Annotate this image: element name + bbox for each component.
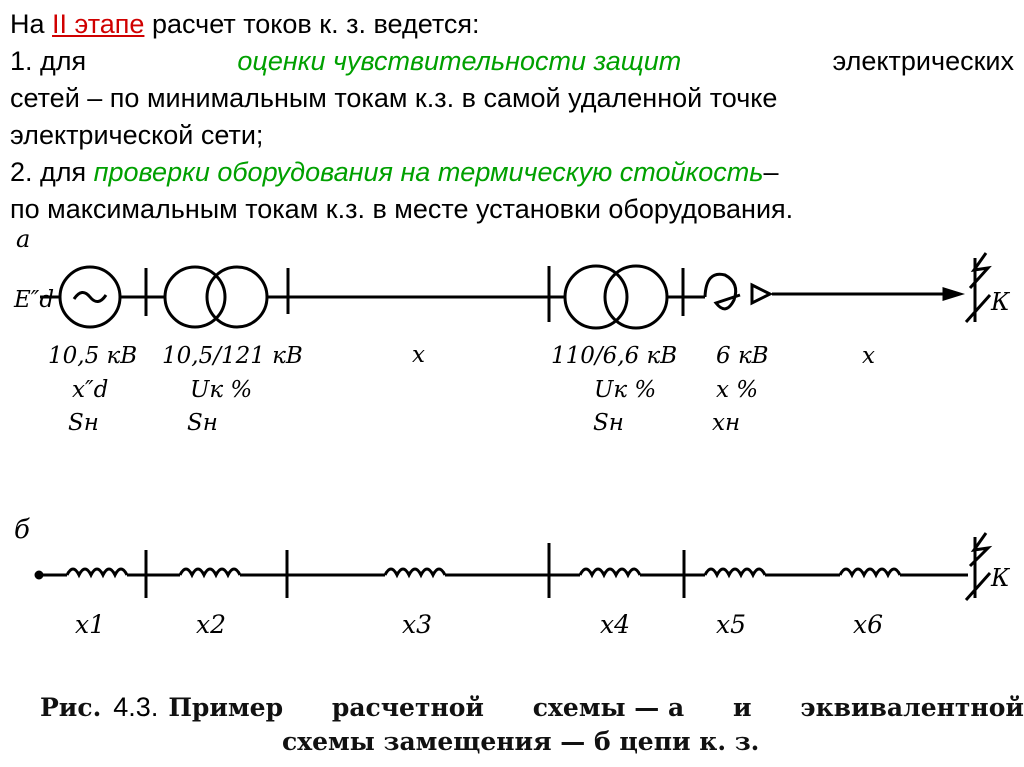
text-line-1 xyxy=(10,6,1014,43)
source-emf-label: E″d xyxy=(14,287,55,313)
caption-word: и xyxy=(733,693,752,722)
diagram-a-params xyxy=(48,342,875,436)
fault-symbol-a xyxy=(944,253,990,322)
caption-word: эквивалентной xyxy=(800,693,1024,722)
line-param-x: x xyxy=(412,342,425,368)
text-line-3: сетей – по минимальным токам к.з. в самой удаленной точке xyxy=(10,83,778,113)
item-number: 1. для xyxy=(10,46,87,76)
x2-label: x2 xyxy=(196,610,227,639)
main-text xyxy=(10,6,1014,228)
t2-voltage: 110/6,6 кВ xyxy=(551,343,678,369)
text-line-5 xyxy=(10,154,1014,191)
generator-symbol xyxy=(60,267,120,327)
text-segment: На xyxy=(10,9,53,39)
fault-point-b-label: К xyxy=(991,564,1010,592)
diagram-b-params xyxy=(75,610,883,639)
caption-line-2: схемы замещения — б цепи к. з. xyxy=(282,727,760,756)
generator-voltage: 10,5 кВ xyxy=(48,343,138,369)
caption-word: расчетной xyxy=(331,693,484,722)
x4-label: x4 xyxy=(600,610,631,639)
text-segment: электрических xyxy=(832,46,1014,76)
diagram-b-label: б xyxy=(14,515,30,545)
fault-symbol-b xyxy=(966,533,990,600)
highlight-thermal: проверки оборудования на термическую стойкость xyxy=(93,157,764,187)
x6-label: x6 xyxy=(853,610,884,639)
stage-link[interactable]: II этапе xyxy=(52,9,145,39)
x5-label: x5 xyxy=(716,610,747,639)
text-segment: – xyxy=(763,157,779,187)
diagram-a-lines xyxy=(40,294,945,297)
caption-prefix: Рис. xyxy=(40,693,102,722)
t2-param-sn: Sн xyxy=(593,410,624,436)
text-line-6: по максимальным токам к.з. в месте установки оборудования. xyxy=(10,194,794,224)
caption-number: 4.3. xyxy=(113,692,159,722)
x1-label: x1 xyxy=(75,610,106,639)
reactor-symbol xyxy=(705,274,770,309)
diagram-b-lines xyxy=(36,569,968,578)
text-line-2 xyxy=(10,43,1014,80)
generator-param-xd: x″d xyxy=(72,377,109,403)
cable-param-x: x xyxy=(862,343,875,369)
caption-word: Пример xyxy=(168,693,284,722)
text-line-4: электрической сети; xyxy=(10,120,264,150)
x3-label: x3 xyxy=(402,610,433,639)
t1-voltage: 10,5/121 кВ xyxy=(162,343,303,369)
transformer-t2-symbol xyxy=(565,266,667,328)
t2-param-uk: Uк % xyxy=(594,377,657,403)
highlight-sensitivity: оценки чувствительности защит xyxy=(237,46,682,76)
generator-param-sn: Sн xyxy=(68,410,99,436)
t1-param-sn: Sн xyxy=(187,410,218,436)
reactor-param-x: x % xyxy=(716,377,759,403)
caption-word: схемы — а xyxy=(532,693,685,722)
transformer-t1-symbol xyxy=(165,267,267,327)
reactor-voltage: 6 кВ xyxy=(716,343,769,369)
reactor-param-xn: xн xyxy=(712,410,741,436)
fault-point-a-label: К xyxy=(991,288,1010,316)
t1-param-uk: Uк % xyxy=(190,377,253,403)
diagram-a-breakers xyxy=(146,266,683,322)
diagram-a-label: а xyxy=(16,225,31,253)
text-segment: 2. для xyxy=(10,157,94,187)
text-segment: расчет токов к. з. ведется: xyxy=(144,9,480,39)
